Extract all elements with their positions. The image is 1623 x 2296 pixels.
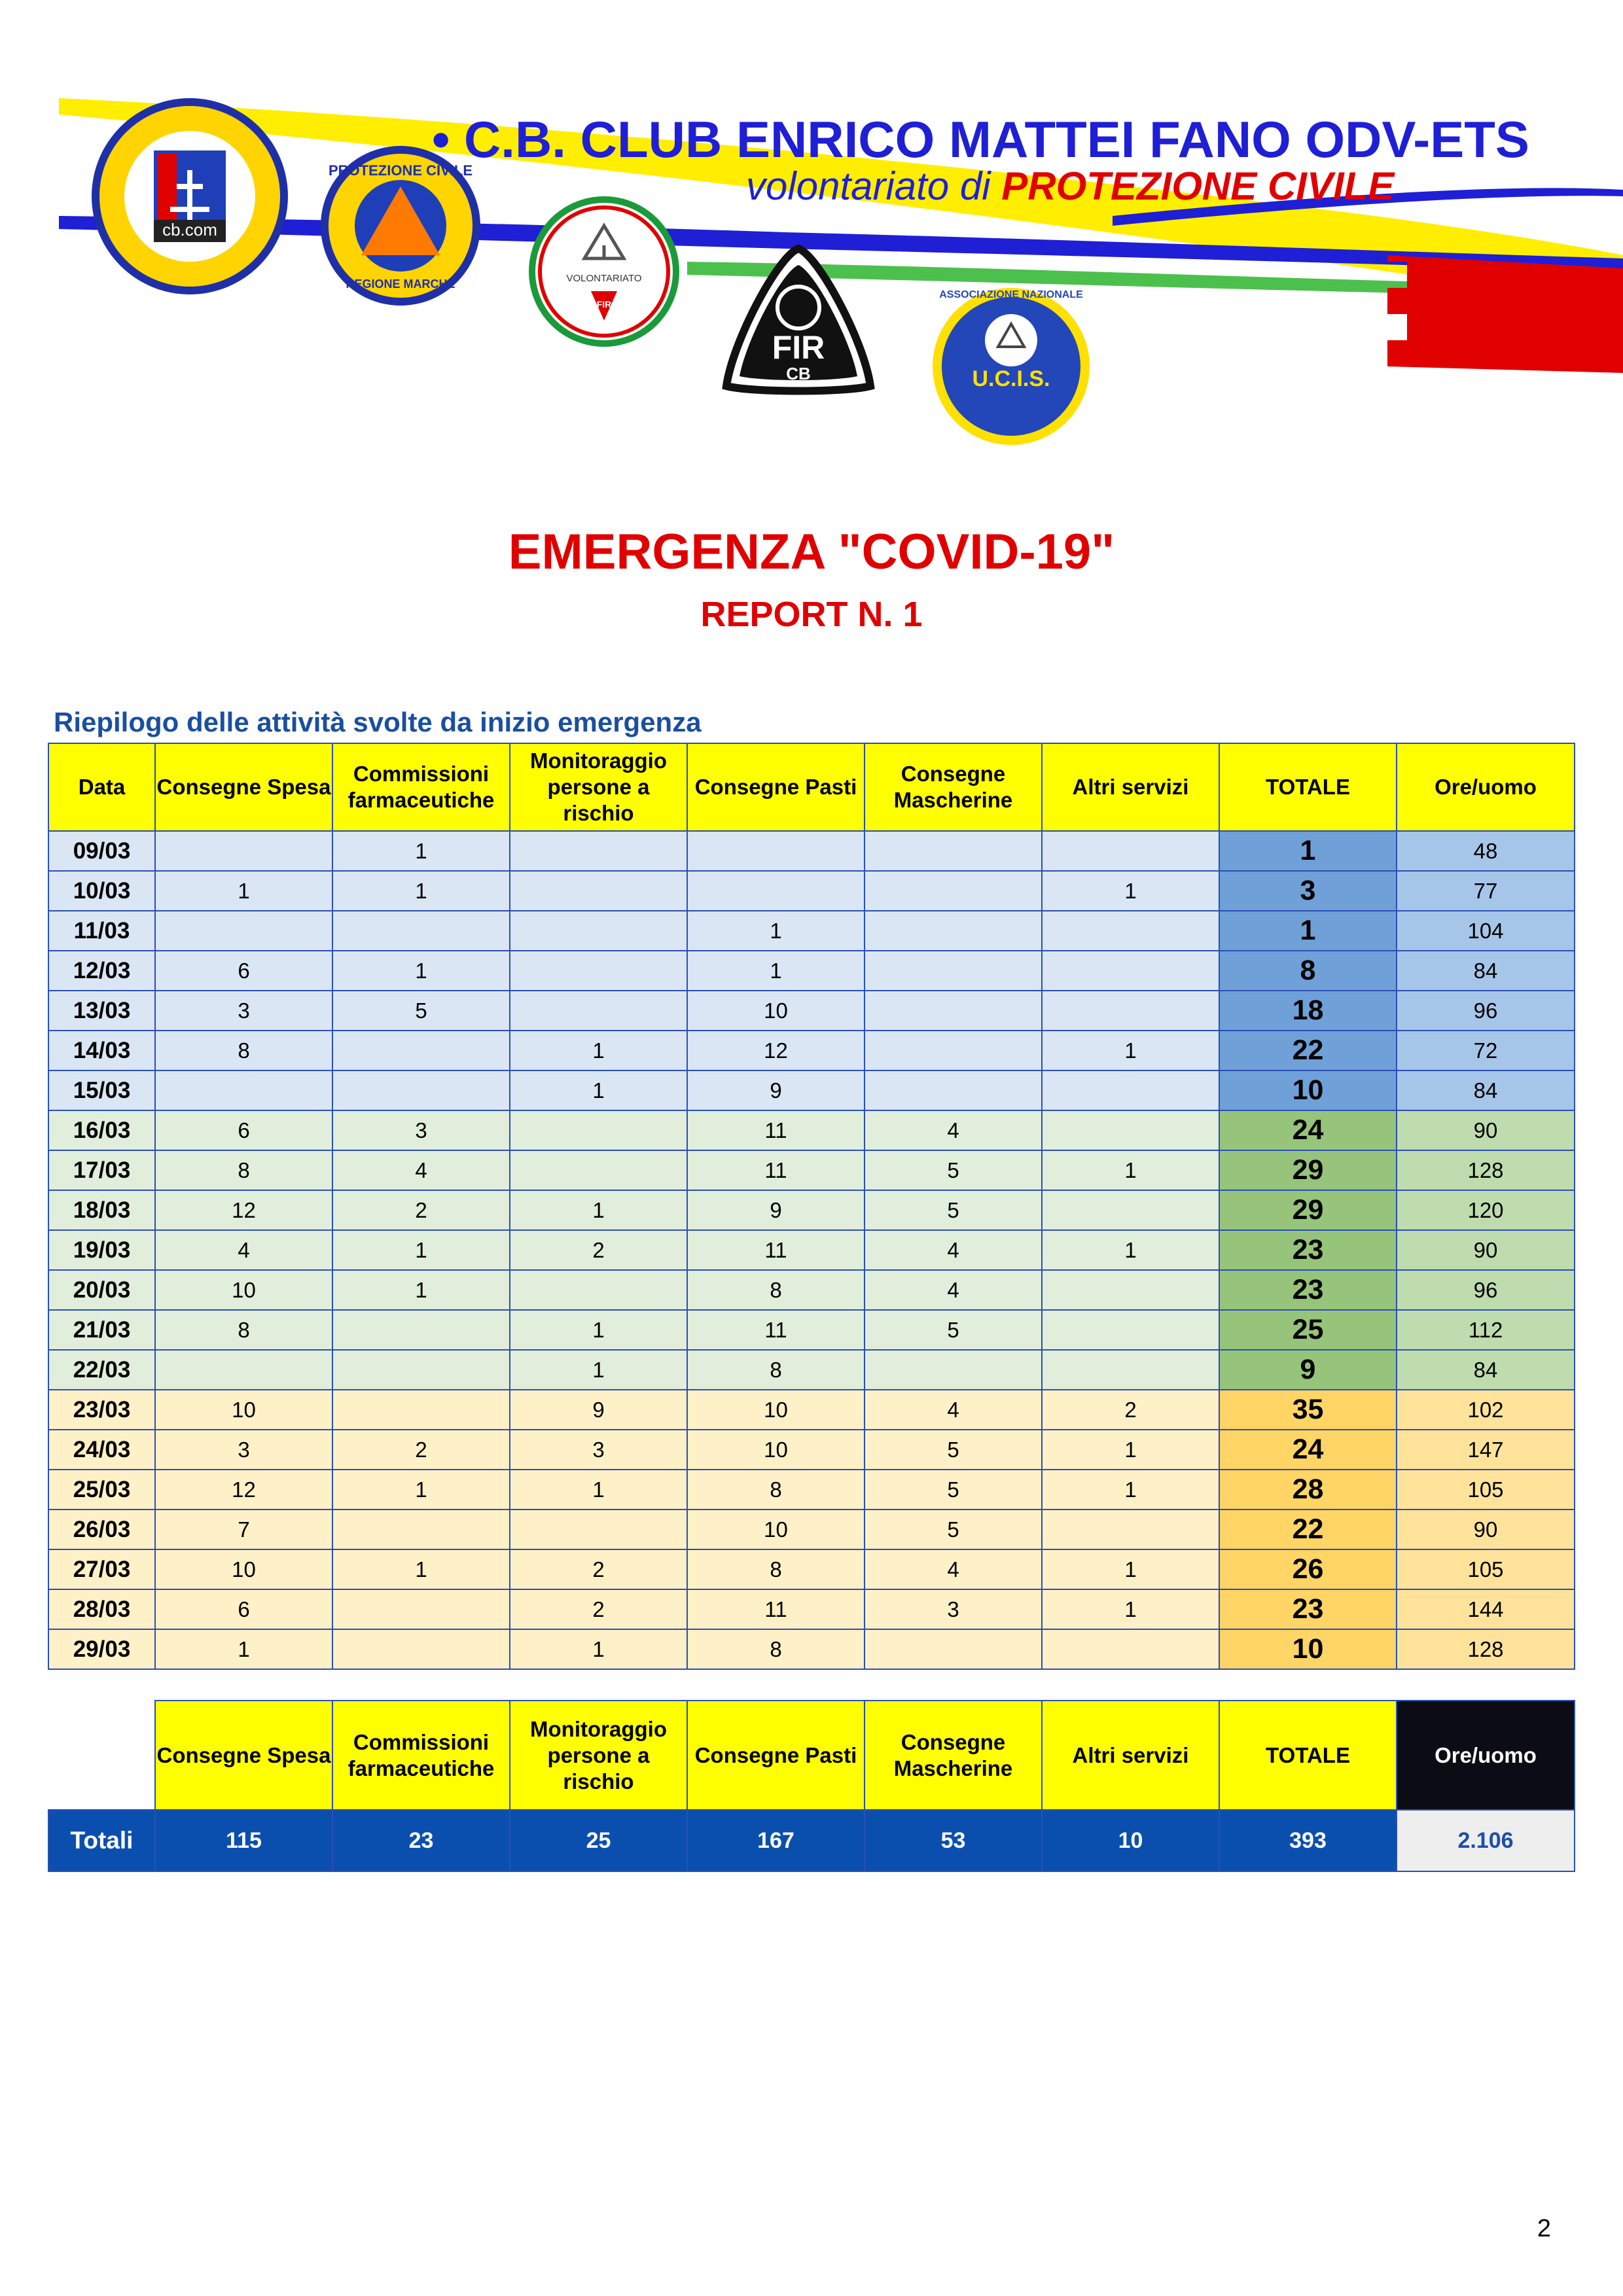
pasti-cell: 10 <box>687 1390 865 1430</box>
monitoraggio-cell: 2 <box>510 1589 687 1629</box>
farmaceutiche-cell <box>332 1031 510 1070</box>
totals-column-header: Altri servizi <box>1042 1701 1219 1810</box>
totale-cell: 28 <box>1219 1470 1397 1510</box>
column-header: Consegne Pasti <box>687 743 865 831</box>
mascherine-cell: 5 <box>865 1190 1042 1230</box>
totals-value-cell: 393 <box>1219 1810 1397 1871</box>
farmaceutiche-cell: 1 <box>332 1470 510 1510</box>
protezione-civile-logo <box>321 146 480 306</box>
date-cell: 24/03 <box>48 1430 155 1470</box>
totals-table-header <box>48 1701 1575 1810</box>
date-cell: 25/03 <box>48 1470 155 1510</box>
monitoraggio-cell: 1 <box>510 1190 687 1230</box>
ore-uomo-cell: 77 <box>1397 871 1575 911</box>
spesa-cell: 10 <box>155 1270 332 1310</box>
totale-cell: 10 <box>1219 1070 1397 1110</box>
totals-column-header: Commissioni farmaceutiche <box>332 1701 510 1810</box>
pasti-cell: 11 <box>687 1110 865 1150</box>
pasti-cell: 8 <box>687 1270 865 1310</box>
column-header: Consegne Mascherine <box>865 743 1042 831</box>
pasti-cell: 11 <box>687 1589 865 1629</box>
ore-uomo-cell: 96 <box>1397 1270 1575 1310</box>
spesa-cell <box>155 1070 332 1110</box>
ore-uomo-cell: 48 <box>1397 831 1575 871</box>
pasti-cell: 8 <box>687 1470 865 1510</box>
table-row <box>48 831 1575 871</box>
spesa-cell: 8 <box>155 1031 332 1070</box>
ore-uomo-cell: 90 <box>1397 1230 1575 1270</box>
org-subtitle-prefix: volontariato di <box>746 164 991 208</box>
altri-servizi-cell: 2 <box>1042 1390 1219 1430</box>
monitoraggio-cell <box>510 1110 687 1150</box>
ore-uomo-cell: 90 <box>1397 1110 1575 1150</box>
spesa-cell: 1 <box>155 1629 332 1669</box>
farmaceutiche-cell <box>332 1629 510 1669</box>
totals-column-header: Consegne Spesa <box>155 1701 332 1810</box>
altri-servizi-cell: 1 <box>1042 871 1219 911</box>
spesa-cell: 3 <box>155 1430 332 1470</box>
ore-uomo-cell: 84 <box>1397 1070 1575 1110</box>
svg-text:CB: CB <box>786 364 811 383</box>
ore-uomo-cell: 105 <box>1397 1549 1575 1589</box>
monitoraggio-cell: 3 <box>510 1430 687 1470</box>
monitoraggio-cell: 1 <box>510 1031 687 1070</box>
document-subtitle: REPORT N. 1 <box>700 595 923 634</box>
table-row <box>48 951 1575 991</box>
mascherine-cell: 4 <box>865 1270 1042 1310</box>
farmaceutiche-cell: 2 <box>332 1430 510 1470</box>
mascherine-cell <box>865 951 1042 991</box>
mascherine-cell: 5 <box>865 1310 1042 1350</box>
ucis-logo <box>933 288 1090 445</box>
monitoraggio-cell <box>510 1270 687 1310</box>
pasti-cell <box>687 831 865 871</box>
monitoraggio-cell: 1 <box>510 1470 687 1510</box>
pasti-cell: 12 <box>687 1031 865 1070</box>
ore-uomo-cell: 84 <box>1397 1350 1575 1390</box>
mascherine-cell <box>865 1629 1042 1669</box>
ore-uomo-cell: 90 <box>1397 1510 1575 1549</box>
totals-column-header: TOTALE <box>1219 1701 1397 1810</box>
svg-text:FIR: FIR <box>772 329 825 366</box>
fir-ser-logo <box>532 200 676 344</box>
column-header: TOTALE <box>1219 743 1397 831</box>
mascherine-cell <box>865 831 1042 871</box>
org-subtitle-highlight: PROTEZIONE CIVILE <box>1001 164 1395 208</box>
totals-value-cell: 23 <box>332 1810 510 1871</box>
totals-row-label: Totali <box>48 1810 155 1871</box>
svg-text:PROTEZIONE CIVILE: PROTEZIONE CIVILE <box>328 162 473 179</box>
monitoraggio-cell <box>510 1150 687 1190</box>
table-row <box>48 1510 1575 1549</box>
activity-table-body <box>48 831 1575 1669</box>
totale-cell: 29 <box>1219 1150 1397 1190</box>
date-cell: 17/03 <box>48 1150 155 1190</box>
column-header: Consegne Spesa <box>155 743 332 831</box>
altri-servizi-cell <box>1042 1070 1219 1110</box>
monitoraggio-cell: 9 <box>510 1390 687 1430</box>
mascherine-cell <box>865 1350 1042 1390</box>
mascherine-cell: 5 <box>865 1510 1042 1549</box>
ore-uomo-cell: 96 <box>1397 991 1575 1031</box>
ore-uomo-cell: 147 <box>1397 1430 1575 1470</box>
altri-servizi-cell <box>1042 831 1219 871</box>
svg-text:FIR: FIR <box>596 299 612 309</box>
spesa-cell: 10 <box>155 1549 332 1589</box>
pasti-cell <box>687 871 865 911</box>
altri-servizi-cell <box>1042 1110 1219 1150</box>
date-cell: 20/03 <box>48 1270 155 1310</box>
pasti-cell: 11 <box>687 1150 865 1190</box>
table-row <box>48 1549 1575 1589</box>
mascherine-cell <box>865 1031 1042 1070</box>
date-cell: 19/03 <box>48 1230 155 1270</box>
date-cell: 15/03 <box>48 1070 155 1110</box>
pasti-cell: 11 <box>687 1310 865 1350</box>
totals-value-cell: 53 <box>865 1810 1042 1871</box>
monitoraggio-cell: 2 <box>510 1230 687 1270</box>
table-row <box>48 1070 1575 1110</box>
monitoraggio-cell: 1 <box>510 1629 687 1669</box>
mascherine-cell: 4 <box>865 1549 1042 1589</box>
farmaceutiche-cell: 1 <box>332 831 510 871</box>
totale-cell: 9 <box>1219 1350 1397 1390</box>
farmaceutiche-cell <box>332 1390 510 1430</box>
totale-cell: 23 <box>1219 1270 1397 1310</box>
org-name: • C.B. CLUB ENRICO MATTEI FANO ODV-ETS <box>432 111 1529 168</box>
totals-column-header: Ore/uomo <box>1397 1701 1575 1810</box>
table-row <box>48 1270 1575 1310</box>
ore-uomo-cell: 144 <box>1397 1589 1575 1629</box>
mascherine-cell: 5 <box>865 1470 1042 1510</box>
farmaceutiche-cell: 4 <box>332 1150 510 1190</box>
date-cell: 14/03 <box>48 1031 155 1070</box>
farmaceutiche-cell: 1 <box>332 1270 510 1310</box>
table-row <box>48 1430 1575 1470</box>
totale-cell: 35 <box>1219 1390 1397 1430</box>
mascherine-cell: 4 <box>865 1390 1042 1430</box>
monitoraggio-cell <box>510 911 687 951</box>
monitoraggio-cell <box>510 1510 687 1549</box>
table-row <box>48 1589 1575 1629</box>
spesa-cell <box>155 911 332 951</box>
pasti-cell: 10 <box>687 1430 865 1470</box>
altri-servizi-cell <box>1042 951 1219 991</box>
totale-cell: 1 <box>1219 911 1397 951</box>
farmaceutiche-cell: 1 <box>332 871 510 911</box>
totals-table <box>48 1700 1575 1872</box>
column-header: Commissioni farmaceutiche <box>332 743 510 831</box>
svg-text:REGIONE MARCHE: REGIONE MARCHE <box>346 277 455 291</box>
date-cell: 26/03 <box>48 1510 155 1549</box>
altri-servizi-cell <box>1042 1510 1219 1549</box>
mascherine-cell: 4 <box>865 1230 1042 1270</box>
totale-cell: 23 <box>1219 1589 1397 1629</box>
svg-text:U.C.I.S.: U.C.I.S. <box>972 366 1050 391</box>
section-caption: Riepilogo delle attività svolte da inizio emergenza <box>54 707 702 737</box>
spesa-cell <box>155 1350 332 1390</box>
totale-cell: 24 <box>1219 1110 1397 1150</box>
totale-cell: 25 <box>1219 1310 1397 1350</box>
spesa-cell: 4 <box>155 1230 332 1270</box>
mascherine-cell: 5 <box>865 1150 1042 1190</box>
table-row <box>48 1230 1575 1270</box>
ore-uomo-cell: 120 <box>1397 1190 1575 1230</box>
farmaceutiche-cell: 3 <box>332 1110 510 1150</box>
altri-servizi-cell <box>1042 991 1219 1031</box>
altri-servizi-cell <box>1042 1190 1219 1230</box>
spesa-cell: 6 <box>155 1110 332 1150</box>
table-row <box>48 1150 1575 1190</box>
table-row <box>48 1470 1575 1510</box>
column-header: Altri servizi <box>1042 743 1219 831</box>
altri-servizi-cell: 1 <box>1042 1031 1219 1070</box>
totals-header-blank <box>48 1701 155 1810</box>
ore-uomo-cell: 128 <box>1397 1629 1575 1669</box>
spesa-cell: 6 <box>155 951 332 991</box>
column-header: Ore/uomo <box>1397 743 1575 831</box>
table-row <box>48 991 1575 1031</box>
red-flag-shape <box>1387 255 1623 373</box>
pasti-cell: 1 <box>687 911 865 951</box>
ore-uomo-cell: 102 <box>1397 1390 1575 1430</box>
totals-value-cell: 167 <box>687 1810 865 1871</box>
monitoraggio-cell <box>510 951 687 991</box>
totale-cell: 10 <box>1219 1629 1397 1669</box>
mascherine-cell <box>865 991 1042 1031</box>
pasti-cell: 9 <box>687 1070 865 1110</box>
ore-uomo-cell: 105 <box>1397 1470 1575 1510</box>
totale-cell: 18 <box>1219 991 1397 1031</box>
totale-cell: 24 <box>1219 1430 1397 1470</box>
monitoraggio-cell <box>510 871 687 911</box>
totals-column-header: Consegne Mascherine <box>865 1701 1042 1810</box>
altri-servizi-cell: 1 <box>1042 1430 1219 1470</box>
altri-servizi-cell: 1 <box>1042 1589 1219 1629</box>
altri-servizi-cell: 1 <box>1042 1549 1219 1589</box>
pasti-cell: 10 <box>687 1510 865 1549</box>
altri-servizi-cell: 1 <box>1042 1150 1219 1190</box>
farmaceutiche-cell: 2 <box>332 1190 510 1230</box>
totale-cell: 23 <box>1219 1230 1397 1270</box>
spesa-cell <box>155 831 332 871</box>
mascherine-cell: 3 <box>865 1589 1042 1629</box>
table-row <box>48 1110 1575 1150</box>
totale-cell: 29 <box>1219 1190 1397 1230</box>
totale-cell: 22 <box>1219 1031 1397 1070</box>
date-cell: 21/03 <box>48 1310 155 1350</box>
totals-value-cell: 2.106 <box>1397 1810 1575 1871</box>
altri-servizi-cell <box>1042 911 1219 951</box>
totale-cell: 8 <box>1219 951 1397 991</box>
date-cell: 11/03 <box>48 911 155 951</box>
farmaceutiche-cell: 5 <box>332 991 510 1031</box>
farmaceutiche-cell <box>332 1070 510 1110</box>
ore-uomo-cell: 112 <box>1397 1310 1575 1350</box>
spesa-cell: 12 <box>155 1190 332 1230</box>
cb-club-logo <box>92 98 288 294</box>
date-cell: 27/03 <box>48 1549 155 1589</box>
altri-servizi-cell <box>1042 1350 1219 1390</box>
spesa-cell: 6 <box>155 1589 332 1629</box>
column-header: Monitoraggio persone a rischio <box>510 743 687 831</box>
page-number: 2 <box>1537 2215 1551 2242</box>
totale-cell: 1 <box>1219 831 1397 871</box>
table-row <box>48 871 1575 911</box>
totals-column-header: Monitoraggio persone a rischio <box>510 1701 687 1810</box>
mascherine-cell: 5 <box>865 1430 1042 1470</box>
activity-table-header <box>48 743 1575 831</box>
pasti-cell: 8 <box>687 1350 865 1390</box>
document-title: EMERGENZA "COVID-19" <box>508 524 1115 580</box>
pasti-cell: 9 <box>687 1190 865 1230</box>
table-row <box>48 1031 1575 1070</box>
spesa-cell: 10 <box>155 1390 332 1430</box>
altri-servizi-cell: 1 <box>1042 1470 1219 1510</box>
date-cell: 23/03 <box>48 1390 155 1430</box>
date-cell: 28/03 <box>48 1589 155 1629</box>
table-row <box>48 1190 1575 1230</box>
farmaceutiche-cell <box>332 1350 510 1390</box>
altri-servizi-cell <box>1042 1629 1219 1669</box>
mascherine-cell: 4 <box>865 1110 1042 1150</box>
spesa-cell: 3 <box>155 991 332 1031</box>
date-cell: 22/03 <box>48 1350 155 1390</box>
totale-cell: 3 <box>1219 871 1397 911</box>
totals-row <box>48 1810 1575 1871</box>
farmaceutiche-cell <box>332 911 510 951</box>
svg-text:VOLONTARIATO: VOLONTARIATO <box>566 273 642 284</box>
svg-text:ASSOCIAZIONE NAZIONALE: ASSOCIAZIONE NAZIONALE <box>939 289 1083 300</box>
mascherine-cell <box>865 871 1042 911</box>
pasti-cell: 8 <box>687 1549 865 1589</box>
totale-cell: 26 <box>1219 1549 1397 1589</box>
totals-value-cell: 25 <box>510 1810 687 1871</box>
farmaceutiche-cell <box>332 1589 510 1629</box>
altri-servizi-cell: 1 <box>1042 1230 1219 1270</box>
spesa-cell: 8 <box>155 1310 332 1350</box>
monitoraggio-cell: 2 <box>510 1549 687 1589</box>
date-cell: 09/03 <box>48 831 155 871</box>
table-row <box>48 1350 1575 1390</box>
date-cell: 16/03 <box>48 1110 155 1150</box>
svg-text:cb.com: cb.com <box>162 220 217 239</box>
activity-table <box>48 743 1575 1670</box>
date-cell: 29/03 <box>48 1629 155 1669</box>
farmaceutiche-cell: 1 <box>332 1549 510 1589</box>
farmaceutiche-cell: 1 <box>332 1230 510 1270</box>
monitoraggio-cell <box>510 991 687 1031</box>
ore-uomo-cell: 104 <box>1397 911 1575 951</box>
date-cell: 13/03 <box>48 991 155 1031</box>
totale-cell: 22 <box>1219 1510 1397 1549</box>
table-row <box>48 1629 1575 1669</box>
spesa-cell: 1 <box>155 871 332 911</box>
altri-servizi-cell <box>1042 1310 1219 1350</box>
pasti-cell: 10 <box>687 991 865 1031</box>
table-row <box>48 911 1575 951</box>
pasti-cell: 11 <box>687 1230 865 1270</box>
farmaceutiche-cell: 1 <box>332 951 510 991</box>
monitoraggio-cell: 1 <box>510 1350 687 1390</box>
monitoraggio-cell: 1 <box>510 1310 687 1350</box>
monitoraggio-cell: 1 <box>510 1070 687 1110</box>
table-row <box>48 1310 1575 1350</box>
mascherine-cell <box>865 911 1042 951</box>
ore-uomo-cell: 72 <box>1397 1031 1575 1070</box>
date-cell: 12/03 <box>48 951 155 991</box>
date-cell: 10/03 <box>48 871 155 911</box>
totals-value-cell: 115 <box>155 1810 332 1871</box>
table-row <box>48 1390 1575 1430</box>
monitoraggio-cell <box>510 831 687 871</box>
ore-uomo-cell: 84 <box>1397 951 1575 991</box>
date-cell: 18/03 <box>48 1190 155 1230</box>
column-header: Data <box>48 743 155 831</box>
farmaceutiche-cell <box>332 1510 510 1549</box>
ore-uomo-cell: 128 <box>1397 1150 1575 1190</box>
pasti-cell: 1 <box>687 951 865 991</box>
spesa-cell: 12 <box>155 1470 332 1510</box>
totals-column-header: Consegne Pasti <box>687 1701 865 1810</box>
spesa-cell: 8 <box>155 1150 332 1190</box>
pasti-cell: 8 <box>687 1629 865 1669</box>
mascherine-cell <box>865 1070 1042 1110</box>
org-subtitle <box>746 164 1394 209</box>
altri-servizi-cell <box>1042 1270 1219 1310</box>
spesa-cell: 7 <box>155 1510 332 1549</box>
header-banner <box>0 0 1623 471</box>
farmaceutiche-cell <box>332 1310 510 1350</box>
totals-value-cell: 10 <box>1042 1810 1219 1871</box>
